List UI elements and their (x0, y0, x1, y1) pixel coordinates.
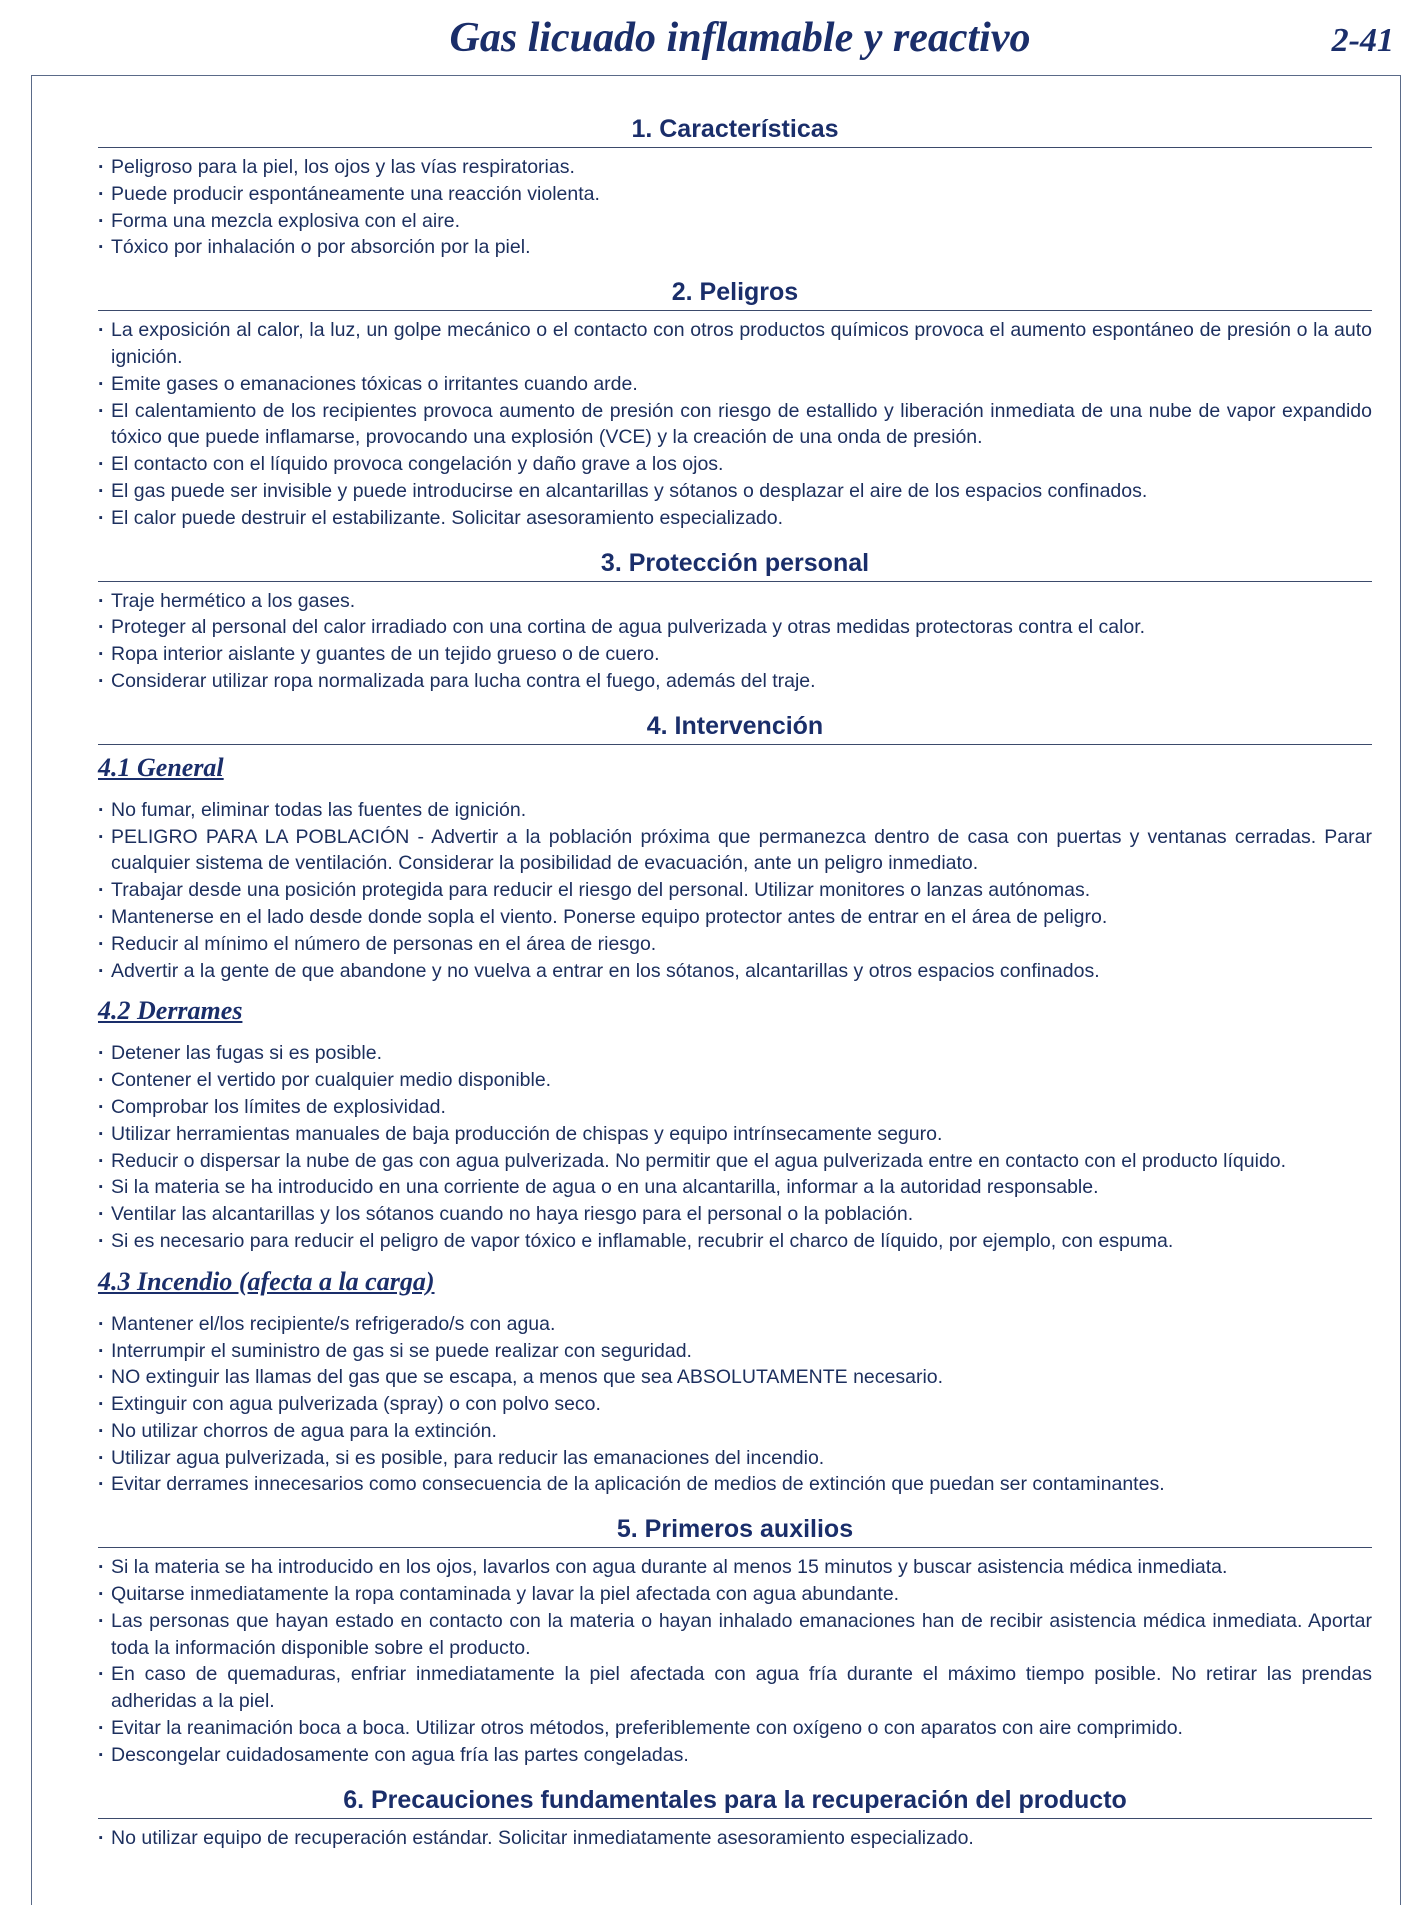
list-item: · Extinguir con agua pulverizada (spray) o con polvo seco. (98, 1391, 1372, 1418)
section-heading: 2. Peligros (98, 271, 1372, 311)
document-body (98, 108, 1372, 1861)
list-item: · Si es necesario para reducir el peligro de vapor tóxico e inflamable, recubrir el charco de líquido, por ejemplo, con espuma. (98, 1228, 1372, 1255)
list-item: · Emite gases o emanaciones tóxicas o irritantes cuando arde. (98, 371, 1372, 398)
item-list (98, 154, 1372, 261)
section-heading: 1. Características (98, 108, 1372, 148)
item-list (98, 317, 1372, 531)
list-item: · Tóxico por inhalación o por absorción por la piel. (98, 234, 1372, 261)
list-item: · No utilizar chorros de agua para la extinción. (98, 1418, 1372, 1445)
subsection-heading-incendio: 4.3 Incendio (afecta a la carga) (98, 1266, 435, 1296)
section-caracteristicas (98, 108, 1372, 261)
list-item: · Reducir al mínimo el número de personas en el área de riesgo. (98, 931, 1372, 958)
list-item: · Ropa interior aislante y guantes de un tejido grueso o de cuero. (98, 641, 1372, 668)
list-item: · PELIGRO PARA LA POBLACIÓN - Advertir a la población próxima que permanezca dentro de casa con puertas y ventanas cerradas. Parar cualquier sistema de ventilación. Considerar la posibilidad de evacuación, ante un peligro inmediato. (98, 824, 1372, 878)
section-primeros-auxilios (98, 1508, 1372, 1768)
list-item: · Contener el vertido por cualquier medio disponible. (98, 1067, 1372, 1094)
section-proteccion-personal (98, 542, 1372, 695)
list-item: · No utilizar equipo de recuperación estándar. Solicitar inmediatamente asesoramiento especializado. (98, 1825, 1372, 1852)
list-item: · Puede producir espontáneamente una reacción violenta. (98, 181, 1372, 208)
page-number: 2-41 (1331, 22, 1394, 59)
list-item: · El contacto con el líquido provoca congelación y daño grave a los ojos. (98, 451, 1372, 478)
item-list (98, 588, 1372, 695)
page-title: Gas licuado inflamable y reactivo (449, 15, 1031, 61)
list-item: · Utilizar herramientas manuales de baja producción de chispas y equipo intrínsecamente seguro. (98, 1121, 1372, 1148)
list-item: · En caso de quemaduras, enfriar inmediatamente la piel afectada con agua fría durante el máximo tiempo posible. No retirar las prendas adheridas a la piel. (98, 1661, 1372, 1715)
list-item: · Ventilar las alcantarillas y los sótanos cuando no haya riesgo para el personal o la población. (98, 1201, 1372, 1228)
section-intervencion (98, 705, 1372, 1499)
list-item: · Descongelar cuidadosamente con agua fría las partes congeladas. (98, 1742, 1372, 1769)
list-item: · Detener las fugas si es posible. (98, 1040, 1372, 1067)
list-item: · Mantener el/los recipiente/s refrigerado/s con agua. (98, 1311, 1372, 1338)
item-list (98, 1554, 1372, 1768)
list-item: · El calor puede destruir el estabilizante. Solicitar asesoramiento especializado. (98, 505, 1372, 532)
list-item: · Utilizar agua pulverizada, si es posible, para reducir las emanaciones del incendio. (98, 1445, 1372, 1472)
section-precauciones-recuperacion (98, 1779, 1372, 1852)
list-item: · Proteger al personal del calor irradiado con una cortina de agua pulverizada y otras medidas protectoras contra el calor. (98, 614, 1372, 641)
item-list (98, 1311, 1372, 1499)
list-item: · Comprobar los límites de explosividad. (98, 1094, 1372, 1121)
list-item: · Traje hermético a los gases. (98, 588, 1372, 615)
list-item: · Reducir o dispersar la nube de gas con agua pulverizada. No permitir que el agua pulverizada entre en contacto con el producto líquido. (98, 1148, 1372, 1175)
section-heading: 5. Primeros auxilios (98, 1508, 1372, 1548)
list-item: · Peligroso para la piel, los ojos y las vías respiratorias. (98, 154, 1372, 181)
page-header (0, 0, 1408, 74)
list-item: · El gas puede ser invisible y puede introducirse en alcantarillas y sótanos o desplazar el aire de los espacios confinados. (98, 478, 1372, 505)
list-item: · Advertir a la gente de que abandone y no vuelva a entrar en los sótanos, alcantarillas y otros espacios confinados. (98, 958, 1372, 985)
list-item: · Evitar la reanimación boca a boca. Utilizar otros métodos, preferiblemente con oxígeno o con aparatos con aire comprimido. (98, 1715, 1372, 1742)
item-list (98, 797, 1372, 985)
list-item: · No fumar, eliminar todas las fuentes de ignición. (98, 797, 1372, 824)
list-item: · Forma una mezcla explosiva con el aire. (98, 208, 1372, 235)
list-item: · La exposición al calor, la luz, un golpe mecánico o el contacto con otros productos químicos provoca el aumento espontáneo de presión o la auto ignición. (98, 317, 1372, 371)
list-item: · Evitar derrames innecesarios como consecuencia de la aplicación de medios de extinción que puedan ser contaminantes. (98, 1471, 1372, 1498)
section-heading: 3. Protección personal (98, 542, 1372, 582)
section-peligros (98, 271, 1372, 531)
list-item: · El calentamiento de los recipientes provoca aumento de presión con riesgo de estallido y liberación inmediata de una nube de vapor expandido tóxico que puede inflamarse, provocando una explosión (VCE) y la creación de una onda de presión. (98, 398, 1372, 452)
subsection-heading-derrames: 4.2 Derrames (98, 996, 243, 1026)
section-heading: 6. Precauciones fundamentales para la recuperación del producto (98, 1779, 1372, 1819)
list-item: · NO extinguir las llamas del gas que se escapa, a menos que sea ABSOLUTAMENTE necesario. (98, 1364, 1372, 1391)
section-heading: 4. Intervención (98, 705, 1372, 745)
list-item: · Mantenerse en el lado desde donde sopla el viento. Ponerse equipo protector antes de entrar en el área de peligro. (98, 904, 1372, 931)
list-item: · Si la materia se ha introducido en los ojos, lavarlos con agua durante al menos 15 minutos y buscar asistencia médica inmediata. (98, 1554, 1372, 1581)
list-item: · Las personas que hayan estado en contacto con la materia o hayan inhalado emanaciones han de recibir asistencia médica inmediata. Aportar toda la información disponible sobre el producto. (98, 1608, 1372, 1662)
list-item: · Considerar utilizar ropa normalizada para lucha contra el fuego, además del traje. (98, 668, 1372, 695)
list-item: · Si la materia se ha introducido en una corriente de agua o en una alcantarilla, informar a la autoridad responsable. (98, 1174, 1372, 1201)
subsection-heading-general: 4.1 General (98, 752, 224, 782)
list-item: · Quitarse inmediatamente la ropa contaminada y lavar la piel afectada con agua abundante. (98, 1581, 1372, 1608)
item-list (98, 1825, 1372, 1852)
item-list (98, 1040, 1372, 1254)
list-item: · Interrumpir el suministro de gas si se puede realizar con seguridad. (98, 1338, 1372, 1365)
list-item: · Trabajar desde una posición protegida para reducir el riesgo del personal. Utilizar monitores o lanzas autónomas. (98, 877, 1372, 904)
